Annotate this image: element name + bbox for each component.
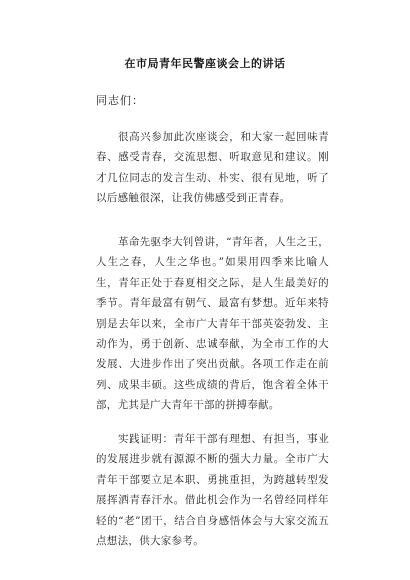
paragraph-2: 革命先驱李大钊曾讲，“青年者，人生之王，人生之春，人生之华也。”如果用四季来比喻人生，青年正处于春夏相交之际，是人生最美好的季节。青年最富有朝气、最富有梦想。近年来特别是去年以来，全市广大青年干部英姿勃发、主动作为，勇于创新、忠诚奉献，为全市工作的大发展、大进步作出了突出贡献。各项工作走在前列、成果丰硕。这些成绩的背后，饱含着全体干部，尤其是广大青年干部的拼搏奉献。 (96, 236, 329, 412)
paragraph-1: 很高兴参加此次座谈会，和大家一起回味青春、感受青春，交流思想、听取意见和建议。刚才几位同志的发言生动、朴实、很有见地，听了以后感触很深，让我仿佛感受到正青春。 (96, 131, 329, 205)
salutation: 同志们： (96, 94, 144, 107)
document-title: 在市局青年民警座谈会上的讲话 (124, 57, 286, 70)
paragraph-3: 实践证明：青年干部有理想、有担当，事业的发展进步就有源源不断的强大力量。全市广大青年干部要立足本职、勇挑重担，为跨越转型发展挥洒青春汗水。借此机会作为一名曾经同样年轻的“老”团干，结合自身感悟体会与大家交流五点想法，供大家参考。 (96, 433, 329, 548)
